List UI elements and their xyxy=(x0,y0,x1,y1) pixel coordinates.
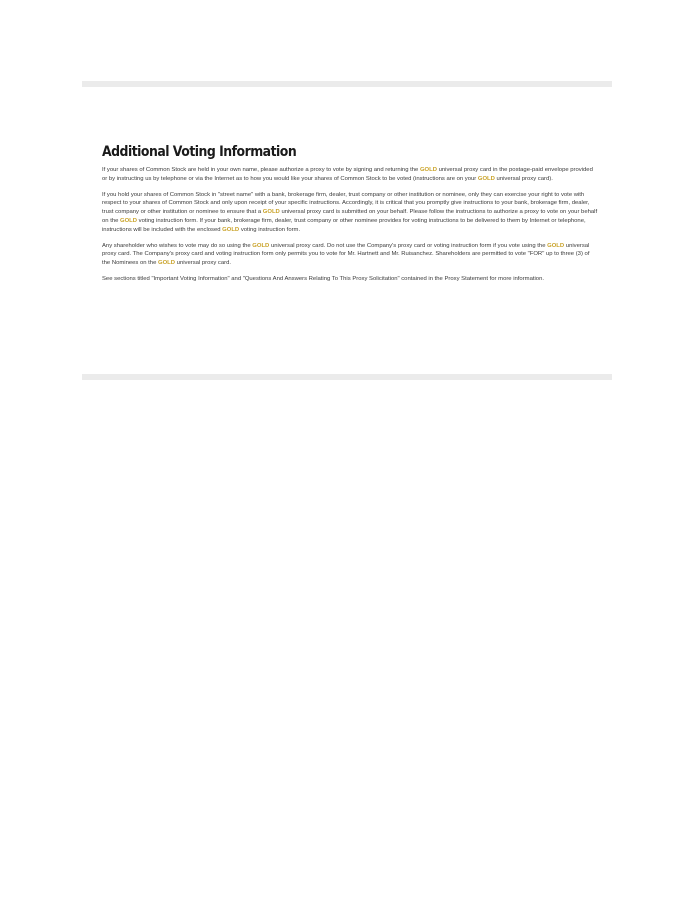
gold-highlight: GOLD xyxy=(419,167,437,173)
gold-highlight: GOLD xyxy=(222,226,240,233)
paragraph-see-sections xyxy=(102,275,598,284)
text-segment: universal proxy card in the postage-paid envelope provided or by instructing us by telephone or via the Internet as to how you would like your shares of Common Stock to be voted (instructions are on your xyxy=(102,167,593,182)
gold-highlight: GOLD xyxy=(547,242,565,249)
text-segment: universal proxy card is submitted on your behalf. Please follow the instructions to authorize a proxy to vote on your behalf on the xyxy=(102,209,598,224)
text-segment: If your shares of Common Stock are held in your own name, please authorize a proxy to vote by signing and returning the xyxy=(102,167,420,173)
voting-info-section xyxy=(102,143,598,291)
gold-highlight: GOLD xyxy=(252,242,270,249)
section-title: Additional Voting Information xyxy=(102,144,297,160)
gold-highlight: GOLD xyxy=(262,209,280,216)
bottom-divider xyxy=(82,374,612,380)
text-segment: If you hold your shares of Common Stock in "street name" with a bank, brokerage firm, dealer, trust company or other institution or nominee, only they can exercise your right to vote with respect to your shares of Common Stock and only upon receipt of your specific instructions. Accordingly, it is critical that you promptly give instructions to your bank, brokerage firm, dealer, trust company or other institution or nominee to ensure that a xyxy=(102,191,590,216)
text-segment: Any shareholder who wishes to vote may do so using the xyxy=(102,242,253,249)
text-segment: universal proxy card. Do not use the Company's proxy card or voting instruction form if you vote using the xyxy=(269,242,548,249)
paragraph-own-name xyxy=(102,166,598,184)
text-segment: voting instruction form. xyxy=(239,226,301,233)
text-segment: voting instruction form. If your bank, brokerage firm, dealer, trust company or other nominee provides for voting instructions to be delivered to them by Internet or telephone, instructions will be included with the enclosed xyxy=(102,217,586,233)
text-segment: See sections titled "Important Voting Information" and "Questions And Answers Relating To This Proxy Solicitation" contained in the Proxy Statement for more information. xyxy=(102,275,544,282)
text-segment: universal proxy card. The Company's proxy card and voting instruction form only permits you to vote for Mr. Hartnett and Mr. Ruisanchez. Shareholders are permitted to vote "FOR" up to three (3) of the Nominees on the xyxy=(102,242,590,267)
gold-highlight: GOLD xyxy=(120,217,138,224)
gold-highlight: GOLD xyxy=(477,175,495,182)
gold-highlight: GOLD xyxy=(158,260,176,267)
text-segment: universal proxy card). xyxy=(494,175,553,182)
top-divider xyxy=(82,81,612,87)
paragraph-any-shareholder xyxy=(102,242,598,268)
text-segment: universal proxy card. xyxy=(175,260,232,267)
paragraph-street-name xyxy=(102,191,598,235)
